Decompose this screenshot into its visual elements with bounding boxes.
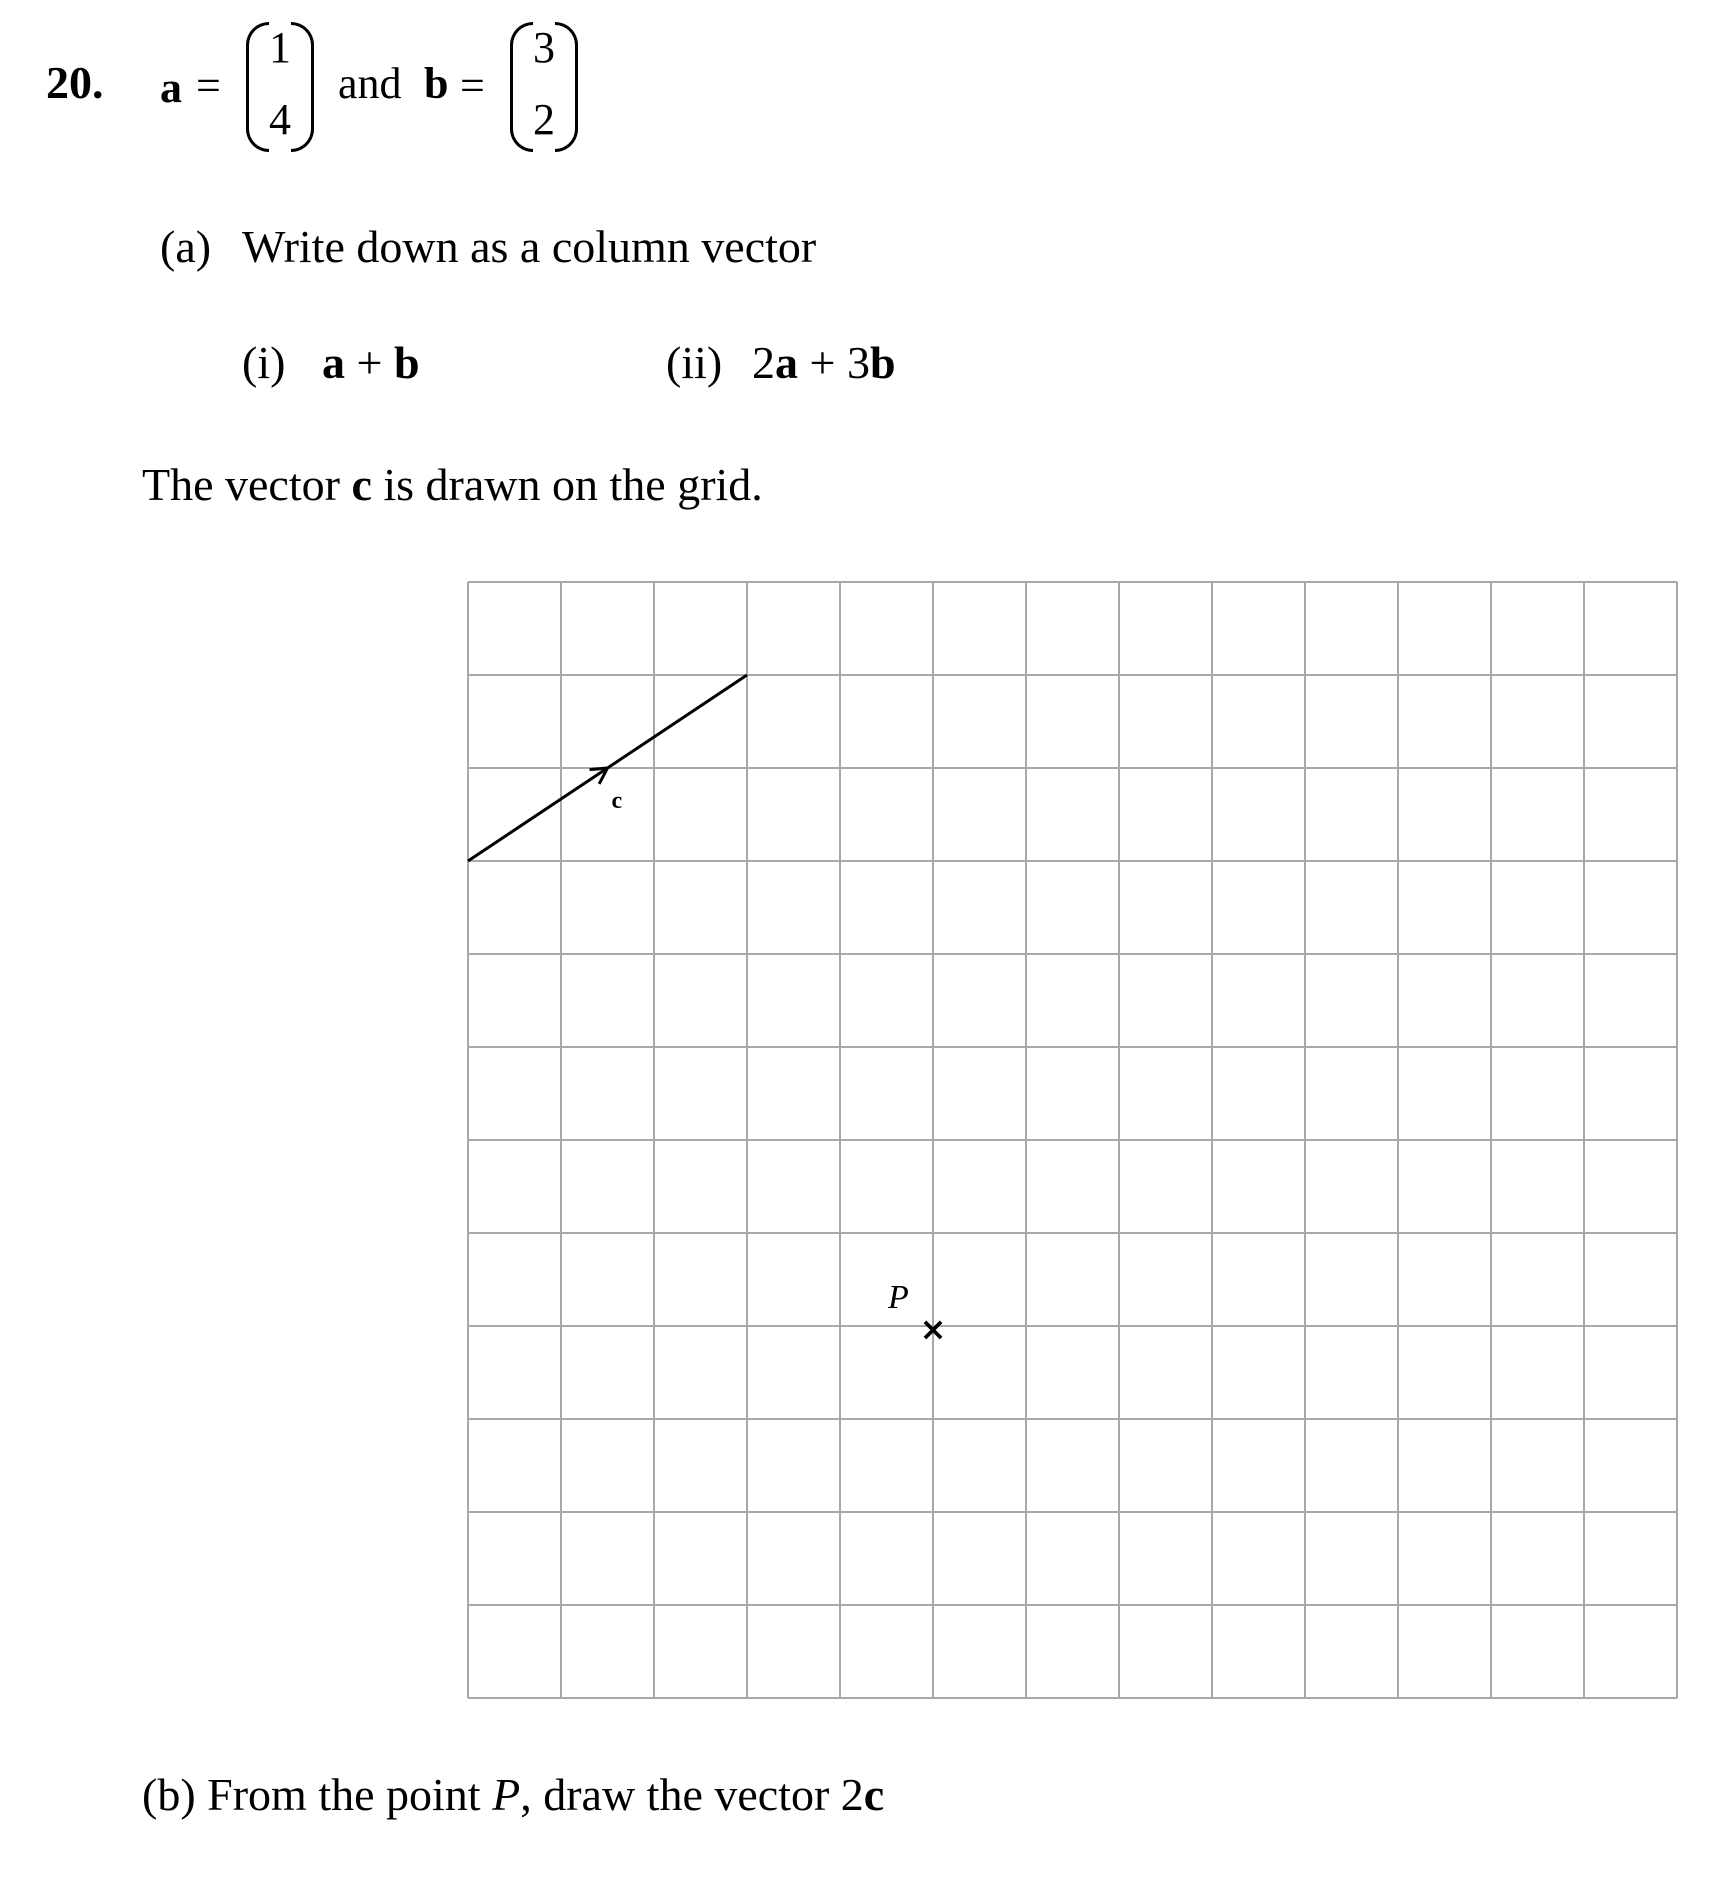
- vector-b-label: b: [424, 59, 449, 108]
- sub-i-expression: [322, 337, 420, 388]
- and-text: and: [338, 59, 402, 108]
- square-grid: [466, 580, 1681, 1707]
- vector-a-label: a: [160, 63, 182, 112]
- question-number: 20.: [46, 57, 104, 108]
- part-b-vec: c: [863, 1769, 885, 1820]
- part-a-instruction: Write down as a column vector: [242, 221, 817, 272]
- part-b-before: From the point: [207, 1769, 481, 1820]
- sub-ii-label: (ii): [666, 337, 723, 388]
- sub-ii-b: b: [869, 337, 896, 388]
- vector-b-top: 3: [533, 23, 555, 72]
- sub-i-plus: +: [356, 337, 383, 388]
- equals-sign-b: =: [460, 61, 485, 110]
- vector-a-top: 1: [269, 23, 291, 72]
- sub-i-a: a: [322, 337, 345, 388]
- grid-intro-text: [142, 459, 763, 510]
- sub-ii-coef2: 3: [846, 337, 870, 388]
- vector-c-label: c: [611, 788, 623, 814]
- sub-i-label: (i): [242, 337, 286, 388]
- vector-a-column: [246, 22, 314, 152]
- vector-b-column: [510, 22, 578, 152]
- sub-ii-a: a: [775, 337, 798, 388]
- sub-ii-coef1: 2: [752, 337, 775, 388]
- equals-sign-a: =: [196, 61, 221, 110]
- part-a-label: (a): [160, 221, 212, 272]
- vector-b-bottom: 2: [533, 95, 555, 144]
- part-b-text: [142, 1769, 885, 1820]
- part-b-after: , draw the vector 2: [520, 1769, 864, 1820]
- point-p-label: P: [888, 1279, 909, 1316]
- grid-intro-vec: c: [351, 459, 372, 510]
- part-b-label: (b): [142, 1769, 196, 1820]
- grid-intro-before: The vector: [142, 459, 340, 510]
- sub-ii-plus: +: [809, 337, 836, 388]
- sub-i-b: b: [393, 337, 420, 388]
- vector-a-bottom: 4: [269, 95, 291, 144]
- grid-svg: [466, 580, 1681, 1702]
- vector-c-arrowhead-icon: [590, 768, 608, 784]
- grid-intro-after: is drawn on the grid.: [383, 459, 763, 510]
- sub-ii-expression: [752, 337, 896, 388]
- point-p-marker-icon: ×: [919, 1310, 947, 1348]
- part-b-point: P: [492, 1769, 521, 1820]
